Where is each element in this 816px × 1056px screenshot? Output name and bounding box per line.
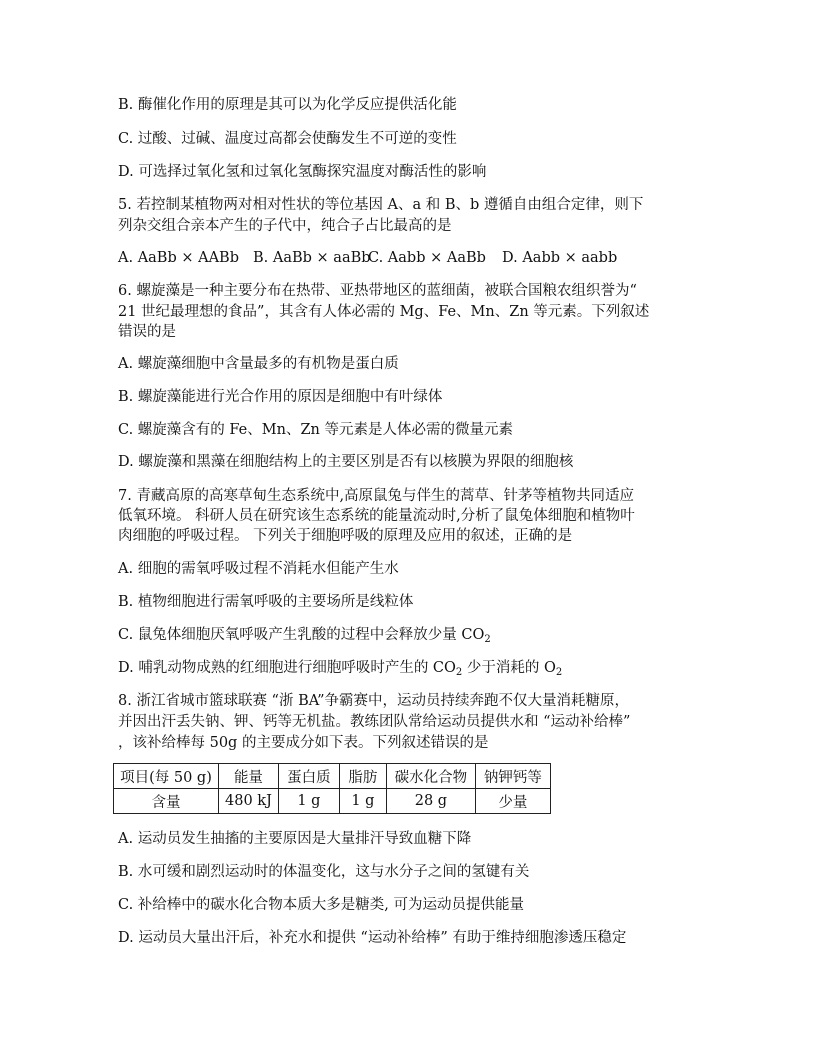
q7-option-d-subscript-1: 2 bbox=[455, 667, 463, 678]
q7-option-c-text: C. 鼠兔体细胞厌氧呼吸产生乳酸的过程中会释放少量 CO bbox=[118, 627, 485, 643]
q8-option-d: D. 运动员大量出汗后，补充水和提供 “运动补给棒” 有助于维持细胞渗透压稳定 bbox=[118, 930, 627, 946]
table-header-row bbox=[114, 764, 551, 789]
q8-stem-line3: ，该补给棒每 50g 的主要成分如下表。下列叙述错误的是 bbox=[118, 735, 489, 751]
table-cell: 1 g bbox=[339, 789, 386, 814]
table-header-cell: 能量 bbox=[219, 764, 279, 789]
table-cell: 480 kJ bbox=[219, 789, 279, 814]
q7-option-d-text-2: 少于消耗的 O bbox=[462, 660, 556, 676]
table-header-cell: 项目(每 50 g) bbox=[114, 764, 219, 789]
q4-option-d: D. 可选择过氧化氢和过氧化氢酶探究温度对酶活性的影响 bbox=[118, 164, 487, 180]
q6-stem-line1: 6. 螺旋藻是一种主要分布在热带、亚热带地区的蓝细菌，被联合国粮农组织誉为“ bbox=[118, 283, 637, 299]
q8-option-b: B. 水可缓和剧烈运动时的体温变化，这与水分子之间的氢键有关 bbox=[118, 864, 530, 880]
table-header-cell: 碳水化合物 bbox=[386, 764, 475, 789]
q5-option-c: C. Aabb × AaBb bbox=[368, 250, 486, 266]
q7-stem-line1: 7. 青藏高原的高寒草甸生态系统中,高原鼠兔与伴生的蒿草、针茅等植物共同适应 bbox=[118, 488, 635, 504]
q5-option-a: A. AaBb × AABb bbox=[118, 250, 239, 266]
q7-stem-line3: 肉细胞的呼吸过程。 下列关于细胞呼吸的原理及应用的叙述，正确的是 bbox=[118, 528, 573, 544]
q8-stem-line1: 8. 浙江省城市篮球联赛 “浙 BA”争霸赛中，运动员持续奔跑不仅大量消耗糖原， bbox=[118, 693, 629, 709]
q7-option-c bbox=[118, 625, 491, 645]
q6-option-c: C. 螺旋藻含有的 Fe、Mn、Zn 等元素是人体必需的微量元素 bbox=[118, 422, 513, 438]
nutrition-table bbox=[113, 763, 551, 814]
table-cell: 28 g bbox=[386, 789, 475, 814]
q6-stem-line3: 错误的是 bbox=[118, 324, 176, 340]
table-header-cell: 钠钾钙等 bbox=[475, 764, 550, 789]
q5-option-d: D. Aabb × aabb bbox=[502, 250, 618, 266]
q5-stem-line2: 列杂交组合亲本产生的子代中，纯合子占比最高的是 bbox=[118, 218, 452, 234]
q6-option-d: D. 螺旋藻和黑藻在细胞结构上的主要区别是否有以核膜为界限的细胞核 bbox=[118, 454, 574, 470]
table-header-cell: 蛋白质 bbox=[278, 764, 339, 789]
q8-option-c: C. 补给棒中的碳水化合物本质大多是糖类, 可为运动员提供能量 bbox=[118, 897, 525, 913]
table-cell: 1 g bbox=[278, 789, 339, 814]
q5-stem-line1: 5. 若控制某植物两对相对性状的等位基因 A、a 和 B、b 遵循自由组合定律，则下 bbox=[118, 197, 644, 213]
q7-option-d bbox=[118, 658, 562, 678]
q4-option-b: B. 酶催化作用的原理是其可以为化学反应提供活化能 bbox=[118, 97, 457, 113]
q8-option-a: A. 运动员发生抽搐的主要原因是大量排汗导致血糖下降 bbox=[118, 831, 472, 847]
table-cell: 含量 bbox=[114, 789, 219, 814]
q7-stem-line2: 低氧环境。 科研人员在研究该生态系统的能量流动时,分析了鼠兔体细胞和植物叶 bbox=[118, 508, 635, 524]
table-row bbox=[114, 789, 551, 814]
q4-option-c: C. 过酸、过碱、温度过高都会使酶发生不可逆的变性 bbox=[118, 131, 457, 147]
q6-stem-line2: 21 世纪最理想的食品”，其含有人体必需的 Mg、Fe、Mn、Zn 等元素。下列叙述 bbox=[118, 304, 650, 320]
q7-option-c-subscript: 2 bbox=[484, 634, 491, 645]
table-cell: 少量 bbox=[475, 789, 550, 814]
q7-option-d-subscript-2: 2 bbox=[555, 667, 563, 678]
q6-option-a: A. 螺旋藻细胞中含量最多的有机物是蛋白质 bbox=[118, 356, 399, 372]
q7-option-d-text: D. 哺乳动物成熟的红细胞进行细胞呼吸时产生的 CO bbox=[118, 660, 456, 676]
q7-option-a: A. 细胞的需氧呼吸过程不消耗水但能产生水 bbox=[118, 561, 399, 577]
q6-option-b: B. 螺旋藻能进行光合作用的原因是细胞中有叶绿体 bbox=[118, 389, 443, 405]
table-header-cell: 脂肪 bbox=[339, 764, 386, 789]
q7-option-b: B. 植物细胞进行需氧呼吸的主要场所是线粒体 bbox=[118, 594, 414, 610]
q5-options bbox=[118, 248, 617, 268]
q5-option-b: B. AaBb × aaBb bbox=[253, 250, 371, 266]
q8-stem-line2: 并因出汗丢失钠、钾、钙等无机盐。教练团队常给运动员提供水和 “运动补给棒” bbox=[118, 714, 631, 730]
